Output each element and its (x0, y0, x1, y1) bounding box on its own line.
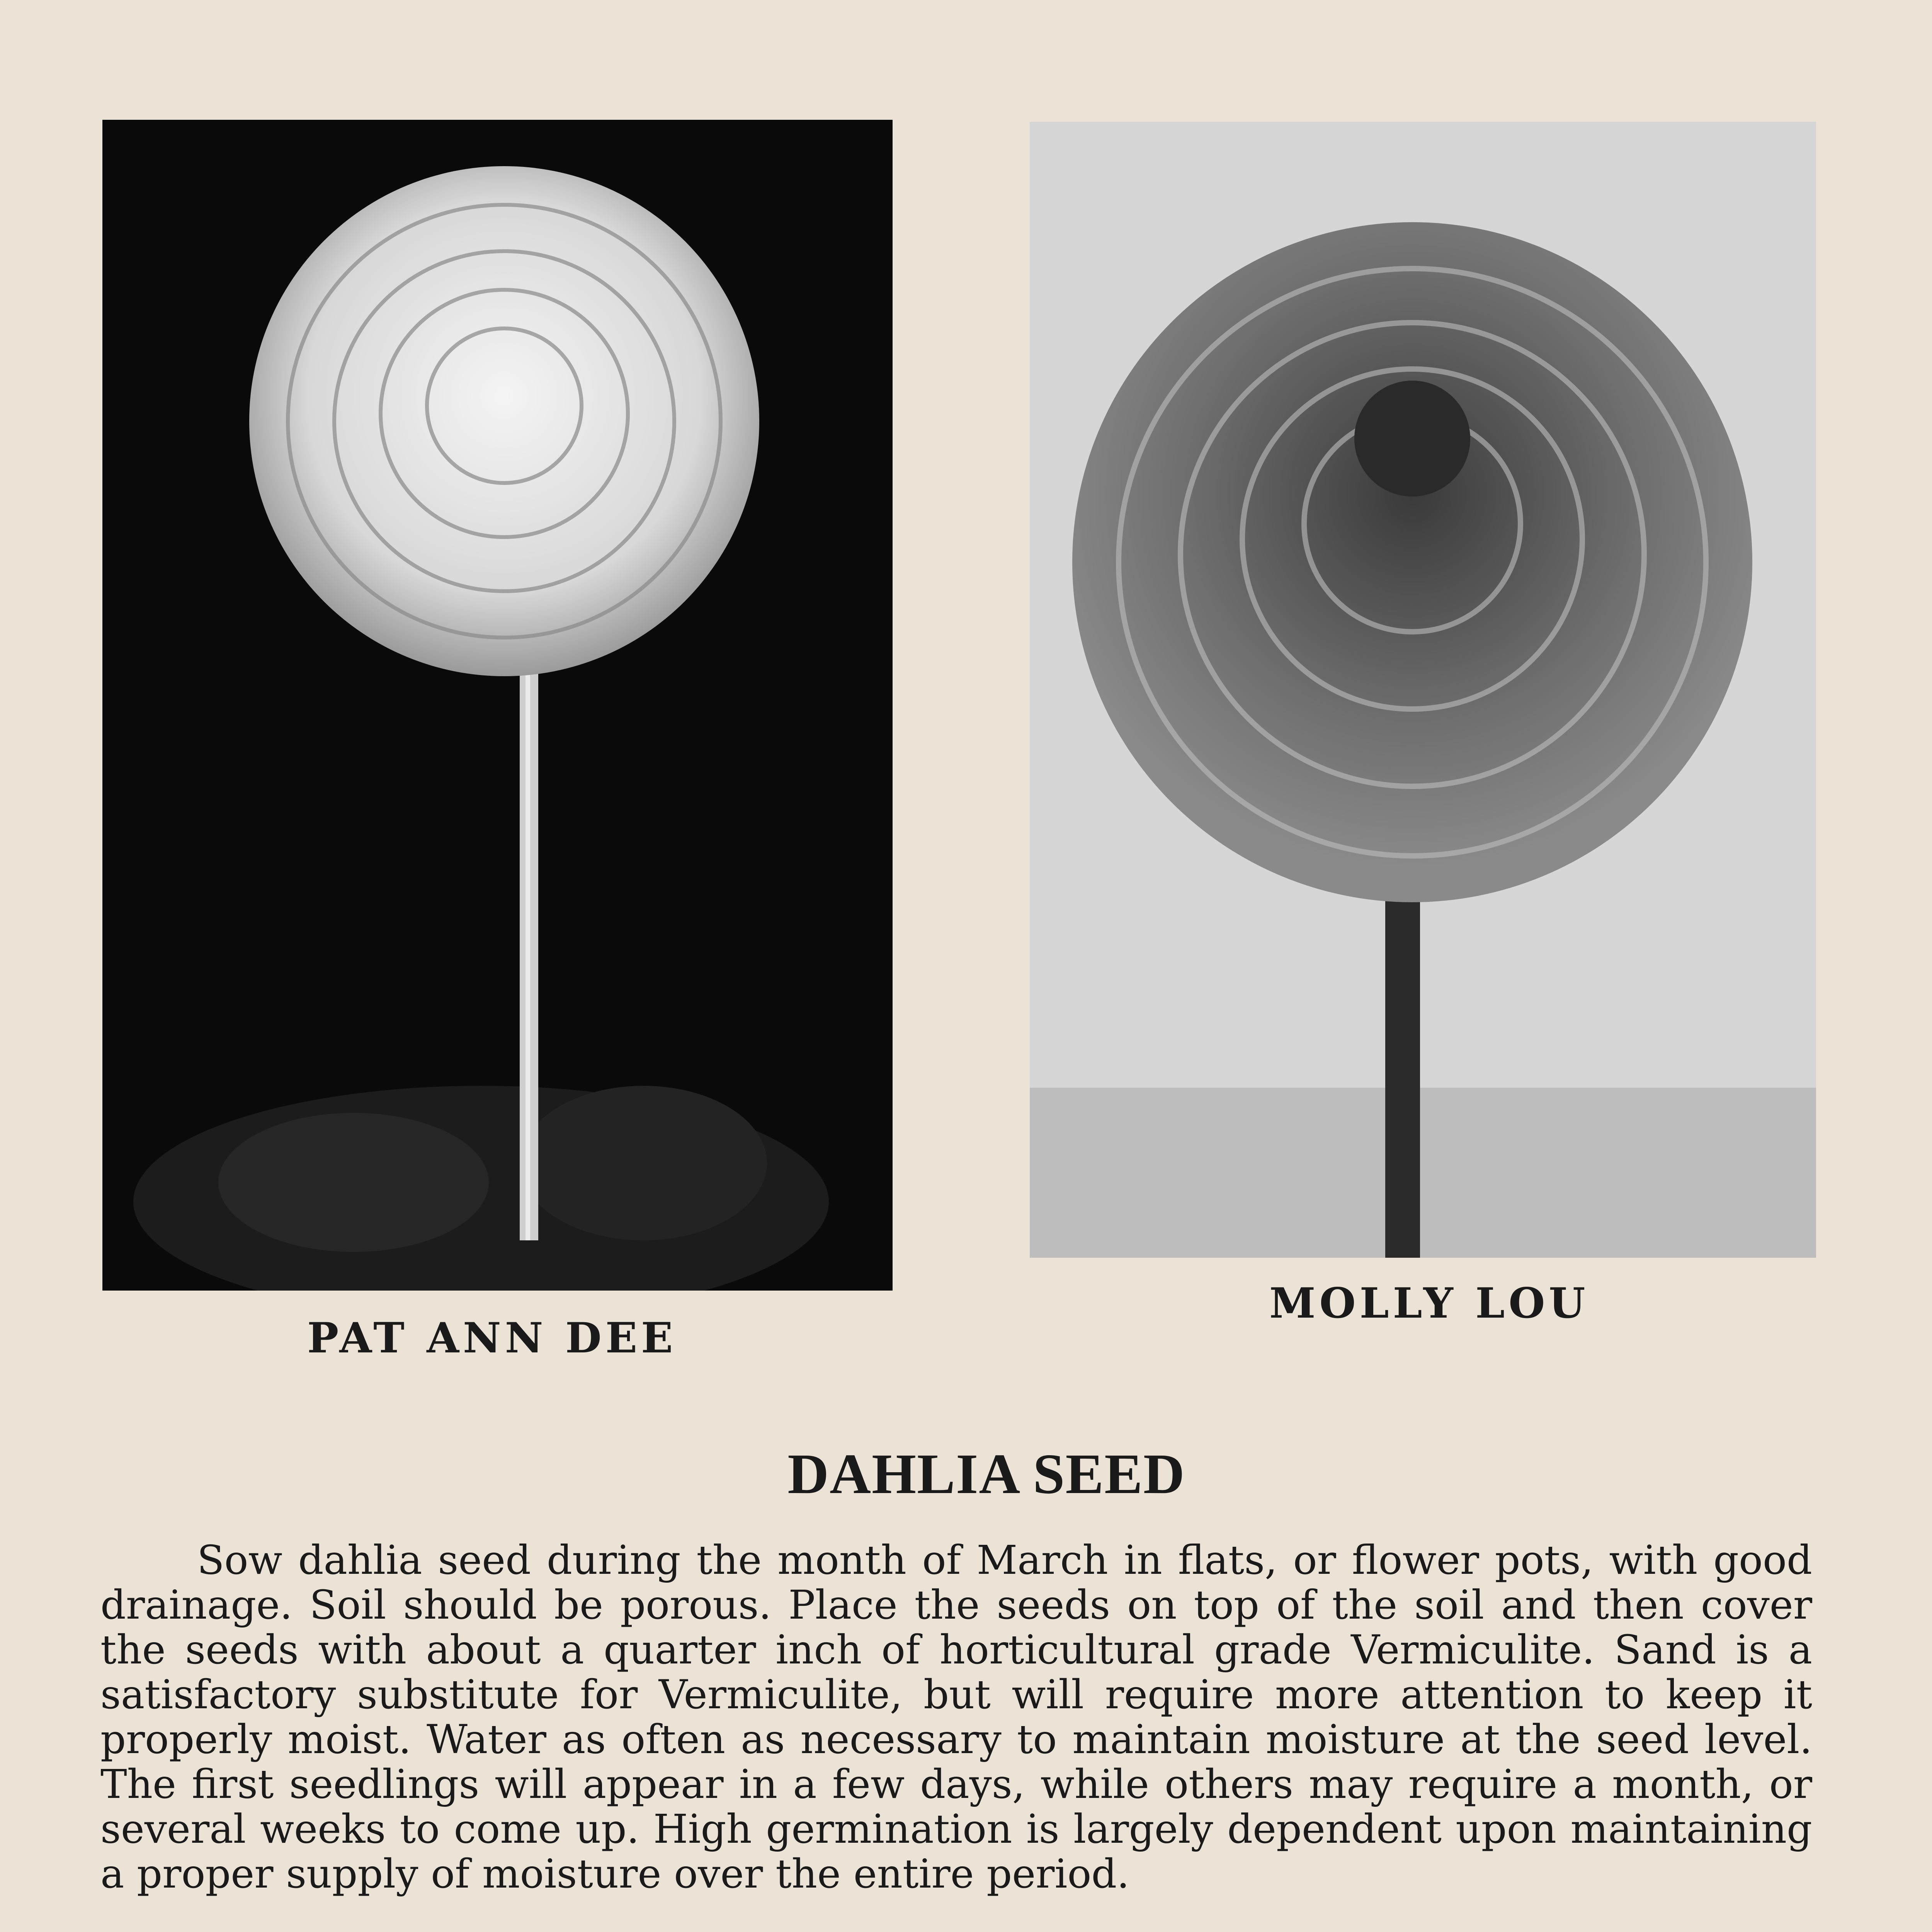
molly-lou-image (1030, 122, 1816, 1258)
caption-pat-ann-dee: PAT ANN DEE (307, 1314, 677, 1362)
dahlia-seed-paragraph-1: Sow dahlia seed during the month of March in flats, or flower pots, with good drainage. Soil should be porous. Place the seeds on top of the soil and then cover the seeds with about a quarter inch of horticultural grade Vermiculite. Sand is a satisfactory substitute for Vermiculite, but will require more attention to keep it properly moist. Water as often as necessary to maintain moisture at the seed level. The first seedlings will appear in a few days, while others may require a month, or several weeks to come up. High germination is largely dependent upon maintaining a proper supply of moisture over the entire period. (100, 1537, 1812, 1897)
heading-dahlia-seed: DAHLIA SEED (787, 1442, 1185, 1506)
pat-ann-dee-image (102, 120, 893, 1291)
photo-pat-ann-dee (102, 120, 893, 1291)
caption-molly-lou: MOLLY LOU (1269, 1279, 1589, 1328)
photo-molly-lou (1030, 122, 1816, 1258)
